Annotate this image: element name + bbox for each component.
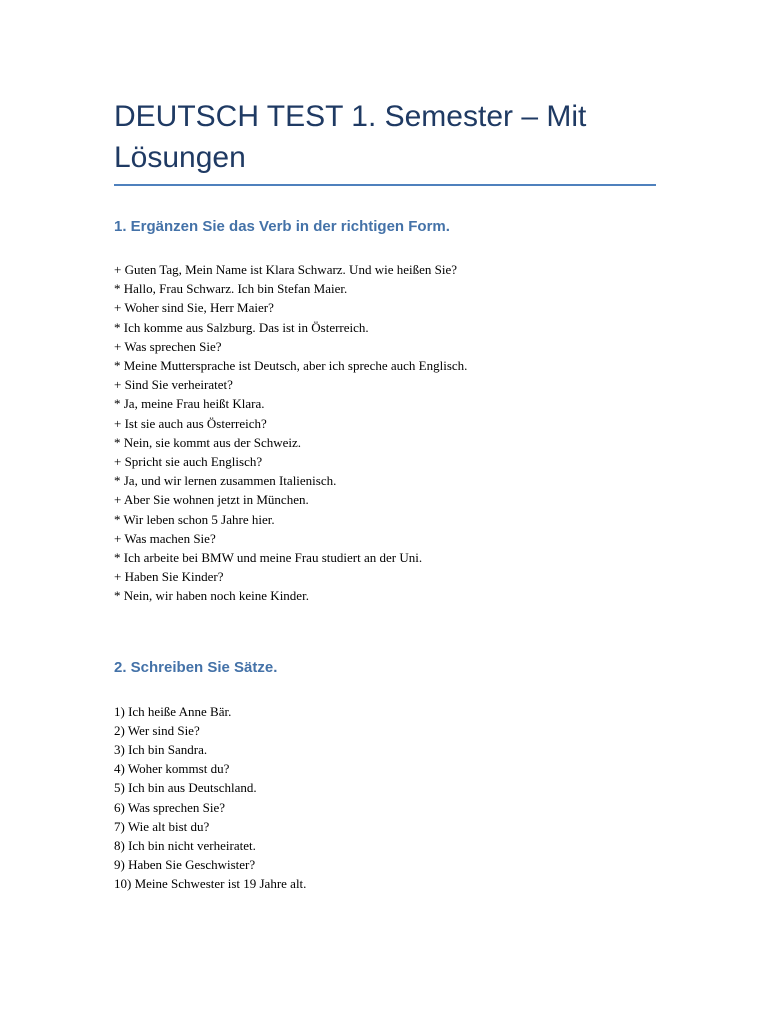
sentence-line: 10) Meine Schwester ist 19 Jahre alt. — [114, 876, 307, 892]
sentence-line: 1) Ich heiße Anne Bär. — [114, 703, 232, 719]
dialogue-line: + Woher sind Sie, Herr Maier? — [114, 300, 274, 316]
sentence-line: 6) Was sprechen Sie? — [114, 799, 225, 815]
section-2-sentences — [114, 702, 656, 894]
dialogue-line: * Meine Muttersprache ist Deutsch, aber ich spreche auch Englisch. — [114, 358, 468, 374]
dialogue-line: * Wir leben schon 5 Jahre hier. — [114, 511, 275, 527]
sentence-line: 5) Ich bin aus Deutschland. — [114, 780, 257, 796]
dialogue-line: + Spricht sie auch Englisch? — [114, 454, 263, 470]
dialogue-line: + Guten Tag, Mein Name ist Klara Schwarz. Und wie heißen Sie? — [114, 262, 458, 277]
document-page — [114, 96, 656, 894]
dialogue-line: + Aber Sie wohnen jetzt in München. — [114, 492, 309, 508]
dialogue-line: * Hallo, Frau Schwarz. Ich bin Stefan Maier. — [114, 281, 348, 297]
document-title: DEUTSCH TEST 1. Semester – Mit Lösungen — [114, 96, 656, 186]
dialogue-line: + Ist sie auch aus Österreich? — [114, 415, 267, 431]
section-2-heading: 2. Schreiben Sie Sätze. — [114, 658, 278, 676]
dialogue-line: + Was sprechen Sie? — [114, 338, 222, 354]
sentence-line: 7) Wie alt bist du? — [114, 818, 210, 834]
dialogue-line: + Sind Sie verheiratet? — [114, 377, 233, 393]
dialogue-line: * Ich komme aus Salzburg. Das ist in Österreich. — [114, 319, 369, 335]
dialogue-line: * Ja, und wir lernen zusammen Italienisch. — [114, 473, 337, 489]
sentence-line: 2) Wer sind Sie? — [114, 722, 200, 738]
dialogue-line: * Ich arbeite bei BMW und meine Frau studiert an der Uni. — [114, 550, 423, 566]
dialogue-line: + Haben Sie Kinder? — [114, 569, 224, 585]
sentence-line: 3) Ich bin Sandra. — [114, 742, 208, 758]
sentence-line: 4) Woher kommst du? — [114, 761, 230, 777]
sentence-line: 9) Haben Sie Geschwister? — [114, 857, 256, 873]
sentence-line: 8) Ich bin nicht verheiratet. — [114, 838, 256, 854]
dialogue-line: * Ja, meine Frau heißt Klara. — [114, 396, 265, 412]
dialogue-line: * Nein, sie kommt aus der Schweiz. — [114, 434, 302, 450]
section-1-dialogue — [114, 260, 656, 606]
section-1-heading: 1. Ergänzen Sie das Verb in der richtigen Form. — [114, 218, 450, 235]
dialogue-line: * Nein, wir haben noch keine Kinder. — [114, 588, 309, 604]
dialogue-line: + Was machen Sie? — [114, 530, 216, 546]
